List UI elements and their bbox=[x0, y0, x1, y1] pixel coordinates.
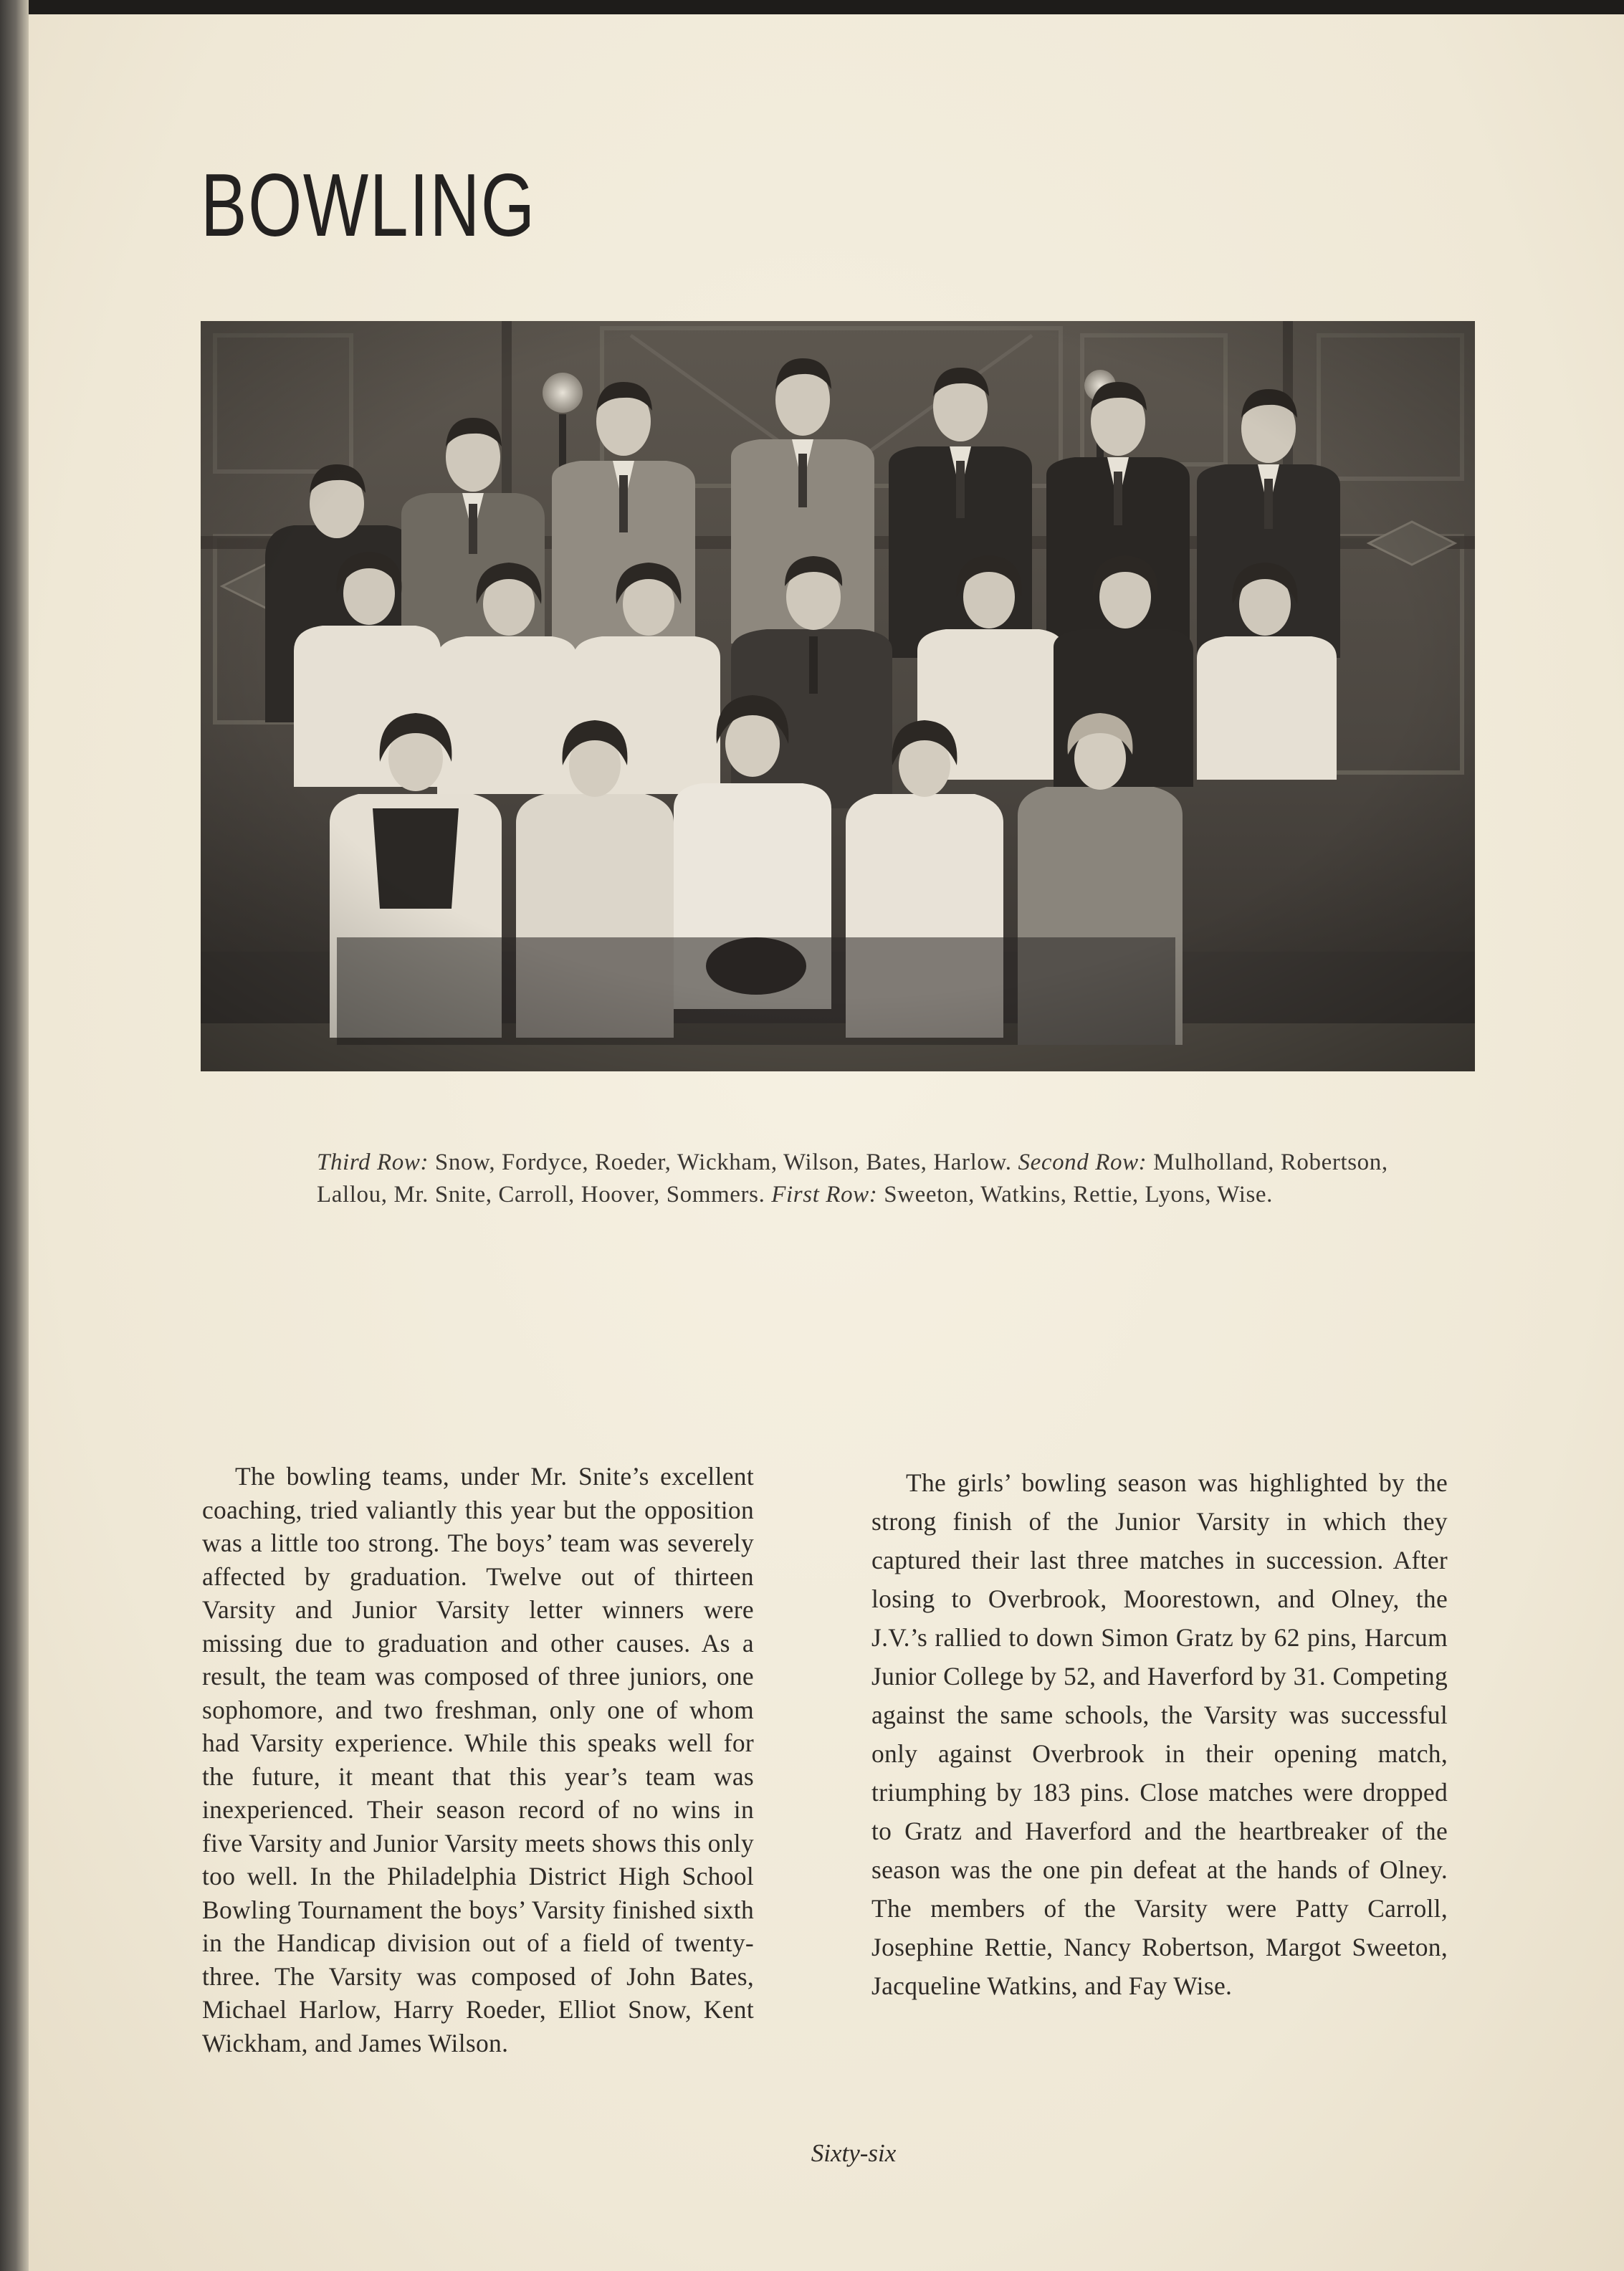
first-row-names: Sweeton, Watkins, Rettie, Lyons, Wise. bbox=[877, 1182, 1274, 1208]
third-row-names: Snow, Fordyce, Roeder, Wickham, Wilson, Bates, Harlow. bbox=[429, 1149, 1018, 1175]
page-top-edge bbox=[29, 0, 1624, 14]
boys-bowling-paragraph: The bowling teams, under Mr. Snite’s excellent coaching, tried valiantly this year but the opposition was a little too strong. The boys’ team was severely affected by graduation. Twelve out of thirteen Varsity and Junior Varsity letter winners were missing due to graduation and other causes. As a result, the team was composed of three juniors, one sophomore, and two freshman, only one of whom had Varsity experience. While this speaks well for the future, it meant that this year’s team was inexperienced. Their season record of no wins in five Varsity and Junior Varsity meets shows this only too well. In the Philadelphia District High School Bowling Tournament the boys’ Varsity finished sixth in the Handicap division out of a field of twenty-three. The Varsity was composed of John Bates, Michael Harlow, Harry Roeder, Elliot Snow, Kent Wickham, and James Wilson. bbox=[202, 1462, 754, 2057]
third-row-label: Third Row: bbox=[317, 1149, 429, 1175]
team-group-photo bbox=[201, 321, 1475, 1071]
yearbook-page bbox=[29, 14, 1624, 2271]
page-title: BOWLING bbox=[201, 156, 536, 255]
second-row-label: Second Row: bbox=[1018, 1149, 1147, 1175]
page-binding-edge bbox=[0, 0, 29, 2271]
first-row-label: First Row: bbox=[771, 1182, 878, 1208]
page-number: Sixty-six bbox=[811, 2139, 897, 2167]
photo-caption bbox=[317, 1147, 1406, 1211]
second-row-names: Mulholland, Robertson, Lallou, Mr. Snite, Carroll, Hoover, Sommers. bbox=[317, 1149, 1388, 1208]
girls-bowling-paragraph: The girls’ bowling season was highlighted by the strong finish of the Junior Varsity in which they captured their last three matches in succession. After losing to Overbrook, Moorestown, and Olney, the J.V.’s rallied to down Simon Gratz by 62 pins, Harcum Junior College by 52, and Haverford by 31. Competing against the same schools, the Varsity was successful only against Overbrook in their opening match, triumphing by 183 pins. Close matches were dropped to Gratz and Haverford and the heartbreaker of the season was the one pin defeat at the hands of Olney. The members of the Varsity were Patty Carroll, Josephine Rettie, Nancy Robertson, Margot Sweeton, Jacqueline Watkins, and Fay Wise. bbox=[871, 1468, 1448, 2000]
